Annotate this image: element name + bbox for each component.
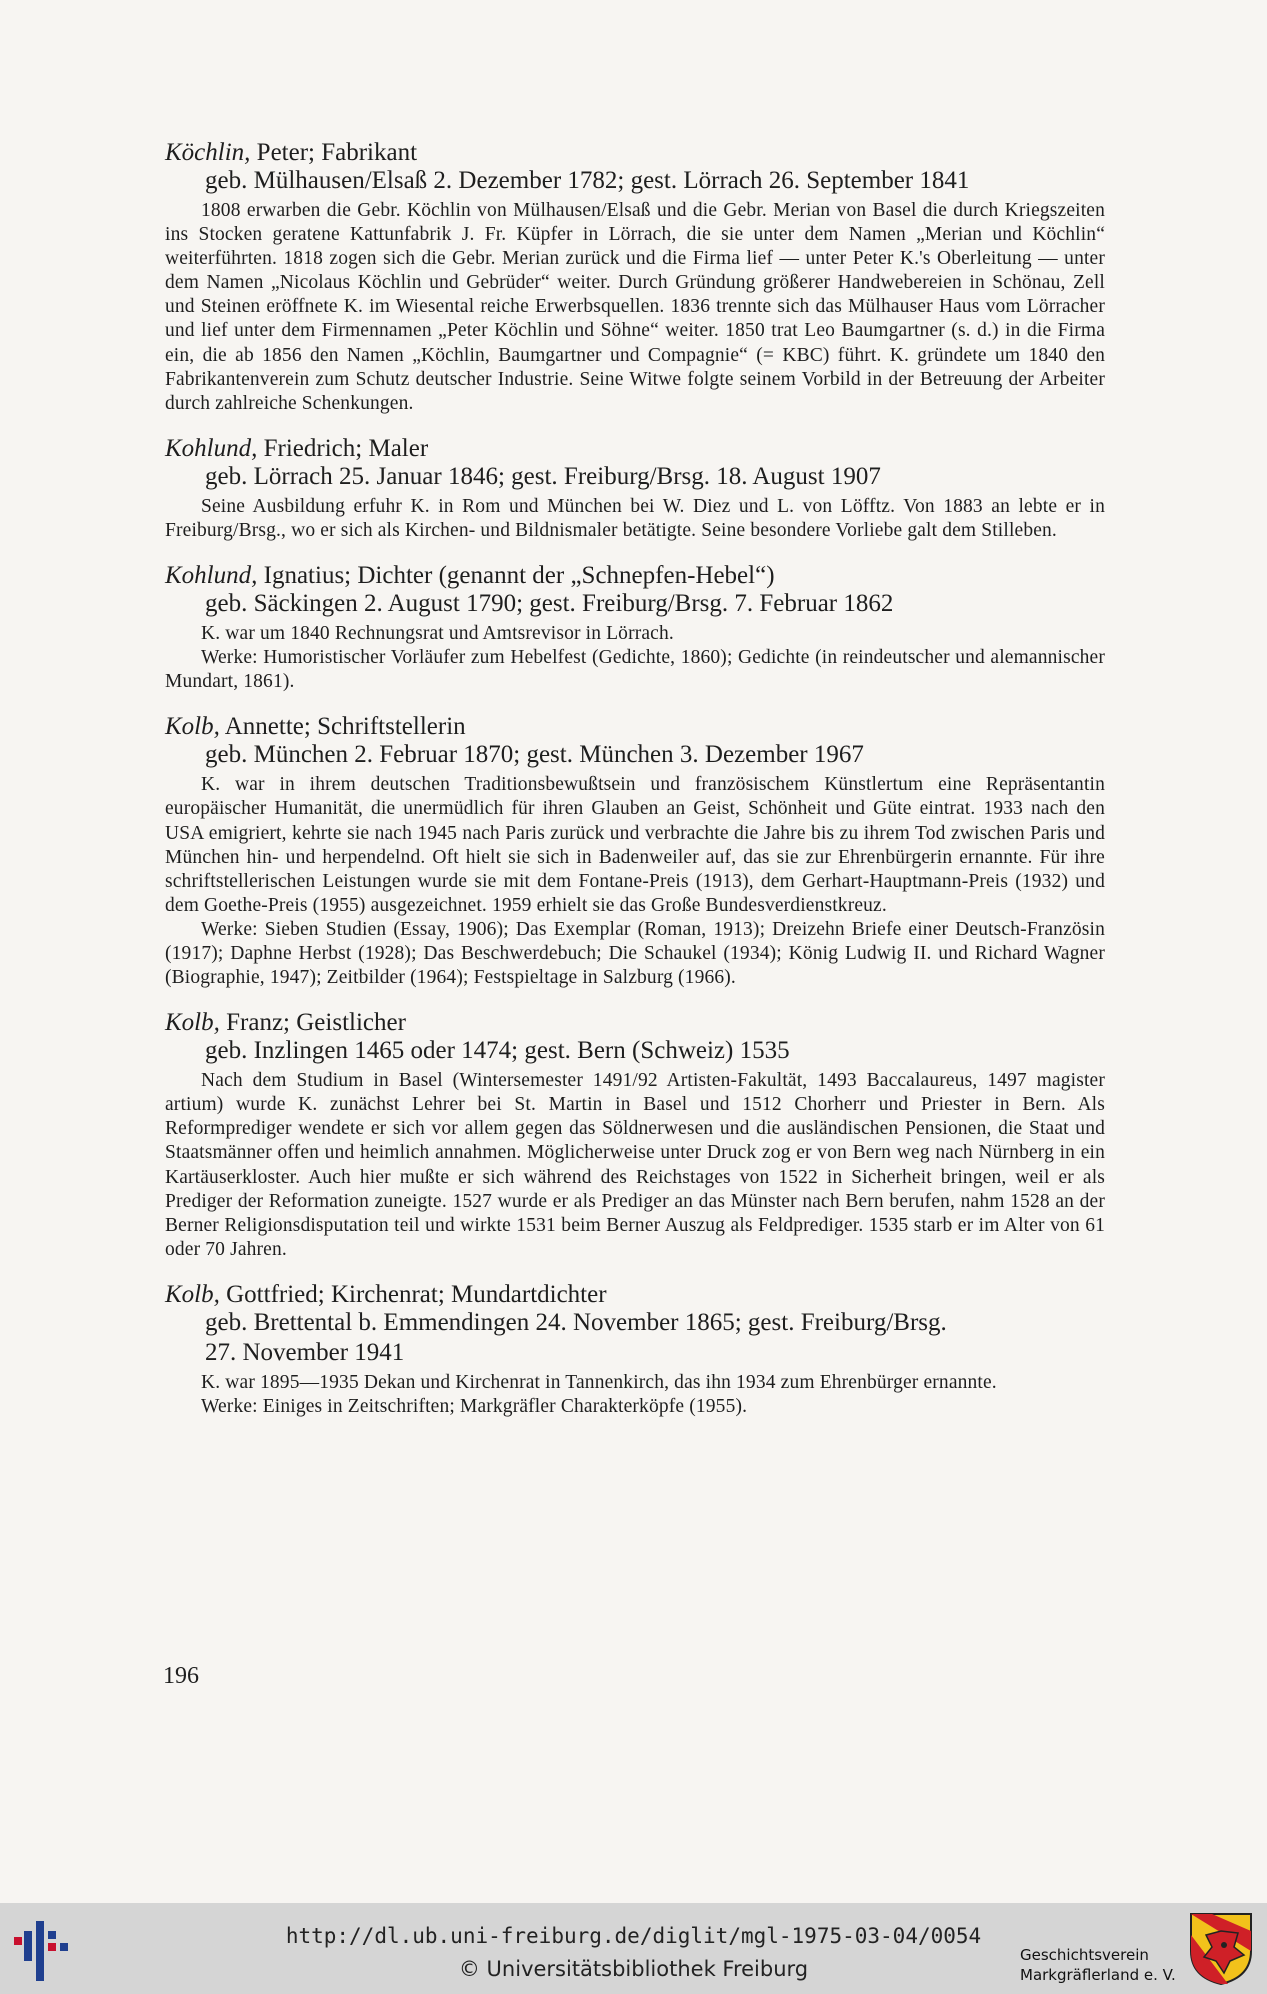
entry (165, 138, 1105, 416)
entry-heading (165, 1008, 1105, 1037)
entry-paragraph: K. war um 1840 Rechnungsrat und Amtsrevisor in Lörrach. (201, 623, 674, 645)
entry-heading (165, 434, 1105, 463)
entry-dates: geb. Mülhausen/Elsaß 2. Dezember 1782; gest. Lörrach 26. September 1841 (205, 167, 970, 194)
entry-heading (165, 138, 1105, 167)
entry-name-role: Gottfried; Kirchenrat; Mundartdichter (219, 1280, 607, 1308)
entry-dates: geb. München 2. Februar 1870; gest. München 3. Dezember 1967 (205, 741, 864, 769)
entry-surname: Köchlin, (165, 139, 251, 166)
entry (165, 561, 1105, 694)
society-crest-icon (1188, 1911, 1254, 1987)
entry (165, 1280, 1105, 1419)
entry-name-role: Ignatius; Dichter (genannt der „Schnepfen-Hebel“) (257, 562, 775, 590)
society-name-line2: Markgräflerland e. V. (1020, 1966, 1176, 1984)
entry-surname: Kolb, (165, 1280, 220, 1308)
page-number: 196 (163, 1663, 199, 1689)
entry-dates: geb. Säckingen 2. August 1790; gest. Freiburg/Brsg. 7. Februar 1862 (205, 590, 894, 618)
entries-list (165, 138, 1105, 1437)
entry (165, 712, 1105, 990)
entry-surname: Kohlund, (165, 562, 258, 590)
entry (165, 1008, 1105, 1262)
entry-paragraph: K. war in ihrem deutschen Traditionsbewußtsein und französischem Künstlertum eine Repräsentantin europäischer Humanität, die unermüdlich für ihren Glauben an Geist, Schönheit und Güte eintrat. 1933 nach den USA emigriert, kehrte sie nach 1945 nach Paris zurück und verbrachte die Jahre bis zu ihrem Tod zwischen Paris und München hin- und herpendelnd. Oft hielt sie sich in Badenweiler auf, das sie zur Ehrenbürgerin ernannte. Für ihre schriftstellerischen Leistungen wurde sie mit dem Fontane-Preis (1913), dem Gerhart-Hauptmann-Preis (1932) und dem Goethe-Preis (1955) ausgezeichnet. 1959 erhielt sie das Große Bundesverdienstkreuz. (165, 774, 1105, 916)
society-name (1020, 1945, 1176, 1985)
entry-dates: 27. November 1941 (205, 1338, 405, 1366)
entry-heading (165, 1280, 1105, 1309)
entry-dates: geb. Lörrach 25. Januar 1846; gest. Freiburg/Brsg. 18. August 1907 (205, 462, 881, 490)
entry-name-role: Annette; Schriftstellerin (219, 713, 466, 741)
entry-paragraph: Werke: Einiges in Zeitschriften; Markgräfler Charakterköpfe (1955). (201, 1396, 748, 1417)
entry-paragraph: Seine Ausbildung erfuhr K. in Rom und München bei W. Diez und L. von Löfftz. Von 1883 an lebte er in Freiburg/Brsg., wo er sich als Kirchen- und Bildnismaler betätigte. Seine besondere Vorliebe galt dem Stilleben. (165, 495, 1105, 541)
society-name-line1: Geschichtsverein (1020, 1946, 1149, 1964)
entry-dates: geb. Inzlingen 1465 oder 1474; gest. Bern (Schweiz) 1535 (205, 1037, 790, 1065)
entry-surname: Kolb, (165, 713, 220, 741)
entry-paragraph: Werke: Sieben Studien (Essay, 1906); Das Exemplar (Roman, 1913); Dreizehn Briefe einer Deutsch-Französin (1917); Daphne Herbst (1928); Das Beschwerdebuch; Die Schaukel (1934); König Ludwig II. und Richard Wagner (Biographie, 1947); Zeitbilder (1964); Festspieltage in Salzburg (1966). (165, 918, 1105, 989)
entry-heading (165, 561, 1105, 590)
footer-url-link[interactable]: http://dl.ub.uni-freiburg.de/diglit/mgl-1975-03-04/0054 (285, 1924, 982, 1948)
entry-paragraph: 1808 erwarben die Gebr. Köchlin von Mülhausen/Elsaß und die Gebr. Merian von Basel die durch Kriegszeiten ins Stocken geratene Kattunfabrik J. Fr. Küpfer in Lörrach, die sie unter dem Namen „Merian und Köchlin“ weiterführten. 1818 zogen sich die Gebr. Merian zurück und die Firma lief — unter Peter K.'s Oberleitung — unter dem Namen „Nicolaus Köchlin und Gebrüder“ weiter. Durch Gründung größerer Handwebereien in Schönau, Zell und Steinen eröffnete K. im Wiesental reiche Erwerbsquellen. 1836 trennte sich das Mülhauser Haus vom Lörracher und lief unter dem Firmennamen „Peter Köchlin und Söhne“ weiter. 1850 trat Leo Baumgartner (s. d.) in die Firma ein, die ab 1856 den Namen „Köchlin, Baumgartner und Compagnie“ (= KBC) führt. K. gründete um 1840 den Fabrikantenverein zum Schutz deutscher Industrie. Seine Witwe folgte seinem Vorbild in der Betreuung der Arbeiter durch zahlreiche Schenkungen. (165, 200, 1105, 414)
entry-paragraph: K. war 1895—1935 Dekan und Kirchenrat in Tannenkirch, das ihn 1934 zum Ehrenbürger ernannte. (201, 1371, 997, 1393)
entry-heading (165, 712, 1105, 741)
footer-bar (0, 1903, 1267, 1994)
entry-name-role: Franz; Geistlicher (219, 1009, 406, 1037)
entry (165, 434, 1105, 543)
entry-name-role: Friedrich; Maler (257, 434, 429, 462)
entry-surname: Kohlund, (165, 434, 258, 462)
entry-dates: geb. Brettental b. Emmendingen 24. November 1865; gest. Freiburg/Brsg. (205, 1308, 947, 1336)
entry-name-role: Peter; Fabrikant (250, 139, 418, 166)
entry-paragraph: Werke: Humoristischer Vorläufer zum Hebelfest (Gedichte, 1860); Gedichte (in reindeutscher und alemannischer Mundart, 1861). (165, 647, 1105, 693)
entry-paragraph: Nach dem Studium in Basel (Wintersemester 1491/92 Artisten-Fakultät, 1493 Baccalaureus, 1497 magister artium) wurde K. zunächst Lehrer bei St. Martin in Basel und 1512 Chorherr und Priester in Bern. Als Reformprediger wendete er sich vor allem gegen das Söldnerwesen und die ausländischen Pensionen, die Staat und Staatsmänner offen und heimlich annahmen. Möglicherweise unter Druck zog er von Bern weg nach Nürnberg in ein Kartäuserkloster. Auch hier mußte er sich während des Reichstages von 1522 in Sicherheit bringen, weil er als Prediger der Reformation zuneigte. 1527 wurde er als Prediger an das Münster nach Bern berufen, nahm 1528 an der Berner Religionsdisputation teil und wirkte 1531 beim Berner Auszug als Feldprediger. 1535 starb er im Alter von 61 oder 70 Jahren. (165, 1070, 1105, 1260)
footer-copyright: © Universitätsbibliothek Freiburg (458, 1957, 809, 1981)
entry-surname: Kolb, (165, 1009, 220, 1037)
